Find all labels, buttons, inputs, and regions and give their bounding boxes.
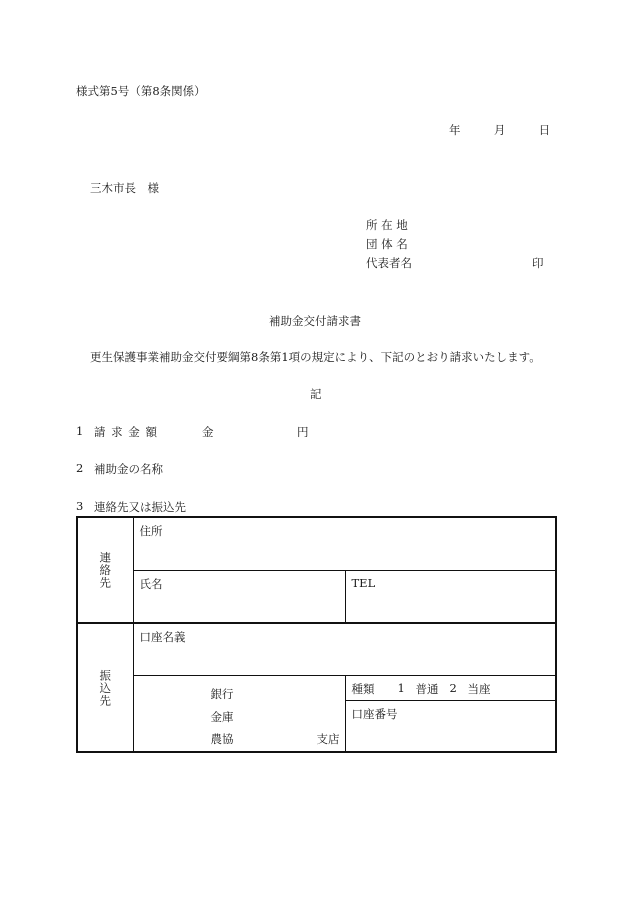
tel-label: TEL (351, 575, 376, 590)
item3-number: 3 (76, 499, 84, 513)
nokyo-label: 農協 (210, 731, 234, 746)
account-holder-cell (133, 623, 556, 675)
contact-header: 連絡先 (98, 551, 113, 589)
bank-label: 銀行 (210, 686, 234, 701)
contact-transfer-table (76, 516, 557, 753)
date-day: 日 (538, 123, 551, 137)
item1-kin: 金 (202, 425, 214, 439)
account-type-label: 種類 (351, 681, 375, 696)
transfer-header-cell (77, 623, 133, 752)
form-number: 様式第5号（第8条関係） (76, 84, 206, 98)
body-text: 更生保護事業補助金交付要綱第8条第1項の規定により、下記のとおり請求いたします。 (90, 350, 541, 364)
account-type-2-no: 2 (449, 680, 457, 695)
tel-cell (345, 570, 556, 623)
account-number-label: 口座番号 (351, 706, 398, 721)
account-type-2: 当座 (467, 681, 491, 696)
shinkin-label: 金庫 (210, 709, 234, 724)
address-cell (133, 517, 556, 570)
date-line (449, 122, 550, 138)
address-label: 住所 (139, 524, 163, 538)
item1-label: 請 求 金 額 (94, 425, 158, 439)
item1-yen: 円 (297, 425, 309, 439)
branch-label: 支店 (316, 731, 340, 746)
applicant-group-label: 団 体 名 (366, 237, 408, 251)
transfer-header: 振込先 (98, 668, 113, 707)
date-year: 年 (449, 123, 461, 137)
applicant-address-label: 所 在 地 (366, 218, 408, 232)
item2-label: 補助金の名称 (94, 462, 163, 476)
item1-number: 1 (76, 424, 84, 438)
date-month: 月 (493, 123, 506, 137)
account-type-1: 普通 (415, 681, 439, 696)
item3-label: 連絡先又は振込先 (94, 500, 186, 514)
seal-mark: 印 (532, 256, 544, 270)
account-type-1-no: 1 (397, 680, 405, 695)
name-label: 氏名 (139, 576, 163, 591)
item2-number: 2 (76, 461, 84, 475)
name-cell (133, 570, 345, 623)
ki-marker: 記 (310, 387, 322, 401)
account-type-cell (345, 675, 556, 700)
account-number-cell (345, 700, 556, 752)
contact-header-cell (77, 517, 133, 623)
applicant-rep-label: 代表者名 (366, 256, 412, 270)
document-title: 補助金交付請求書 (269, 314, 361, 328)
addressee: 三木市長 様 (90, 181, 159, 195)
bank-cell (133, 675, 345, 752)
account-holder-label: 口座名義 (139, 630, 186, 644)
